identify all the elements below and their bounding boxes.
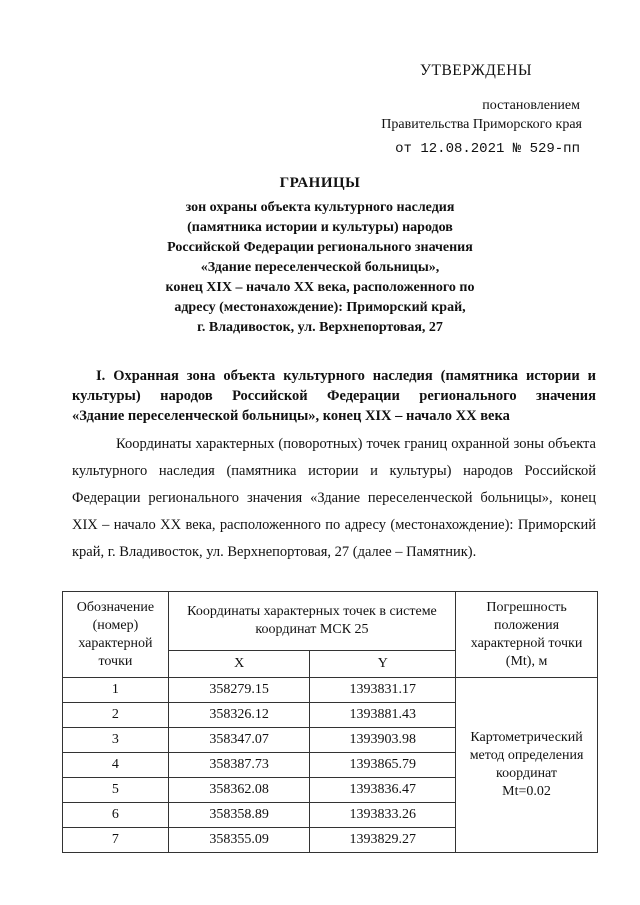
x-value: 358362.08 [168,778,310,803]
approval-line-2: Правительства Приморского края [381,117,582,132]
document-title: ГРАНИЦЫ [279,175,361,191]
section-heading-part2: «Здание переселенческой больницы», конец XIX – начало XX века [72,408,510,424]
coordinates-table [62,591,598,853]
point-number: 3 [63,728,169,753]
approval-date-number: от 12.08.2021 № 529-пп [395,141,580,157]
subtitle-line: зон охраны объекта культурного наследия [185,200,455,215]
x-value: 358279.15 [168,678,310,703]
header-coordinates: Координаты характерных точек в системе координат МСК 25 [168,592,455,651]
section-heading [72,366,596,426]
point-number: 7 [63,828,169,853]
subtitle-line: адресу (местонахождение): Приморский край, [174,300,466,315]
approval-block [381,62,582,157]
point-number: 1 [63,678,169,703]
table-header-row [63,592,598,651]
y-value: 1393836.47 [310,778,456,803]
body-paragraph-text: Координаты характерных (поворотных) точек границ охранной зоны объекта культурного наследия (памятника истории и культуры) народов Российской Федерации регионального значения «Здание переселенческой больницы», конец XIX – начало XX века, расположенного по адресу (местонахождение): Приморский край, г. Владивосток, ул. Верхнепортовая, 27 (далее – Памятник). [72,436,596,560]
approved-heading: УТВЕРЖДЕНЫ [420,62,532,79]
y-value: 1393903.98 [310,728,456,753]
point-number: 5 [63,778,169,803]
document-title-block [0,175,640,338]
error-value: Картометрический метод определения координат Mt=0.02 [456,678,598,853]
subtitle-line: г. Владивосток, ул. Верхнепортовая, 27 [197,320,443,335]
subtitle-line: Российской Федерации регионального значения [167,240,473,255]
point-number: 6 [63,803,169,828]
point-number: 2 [63,703,169,728]
table-row [63,678,598,703]
x-value: 358326.12 [168,703,310,728]
y-value: 1393829.27 [310,828,456,853]
header-y: Y [310,651,456,678]
point-number: 4 [63,753,169,778]
x-value: 358387.73 [168,753,310,778]
y-value: 1393865.79 [310,753,456,778]
y-value: 1393881.43 [310,703,456,728]
subtitle-line: конец XIX – начало XX века, расположенного по [165,280,475,295]
header-x: X [168,651,310,678]
header-point-number: Обозначение (номер) характерной точки [63,592,169,678]
subtitle-line: (памятника истории и культуры) народов [187,220,453,235]
y-value: 1393833.26 [310,803,456,828]
x-value: 358355.09 [168,828,310,853]
x-value: 358358.89 [168,803,310,828]
y-value: 1393831.17 [310,678,456,703]
body-paragraph [72,431,596,566]
subtitle-line: «Здание переселенческой больницы», [200,260,440,275]
section-heading-part1: I. Охранная зона объекта культурного наследия (памятника истории и культуры) народов Российской Федерации регионального значения [72,368,596,404]
header-error: Погрешность положения характерной точки (Mt), м [456,592,598,678]
approval-line-1: постановлением [482,98,580,113]
x-value: 358347.07 [168,728,310,753]
